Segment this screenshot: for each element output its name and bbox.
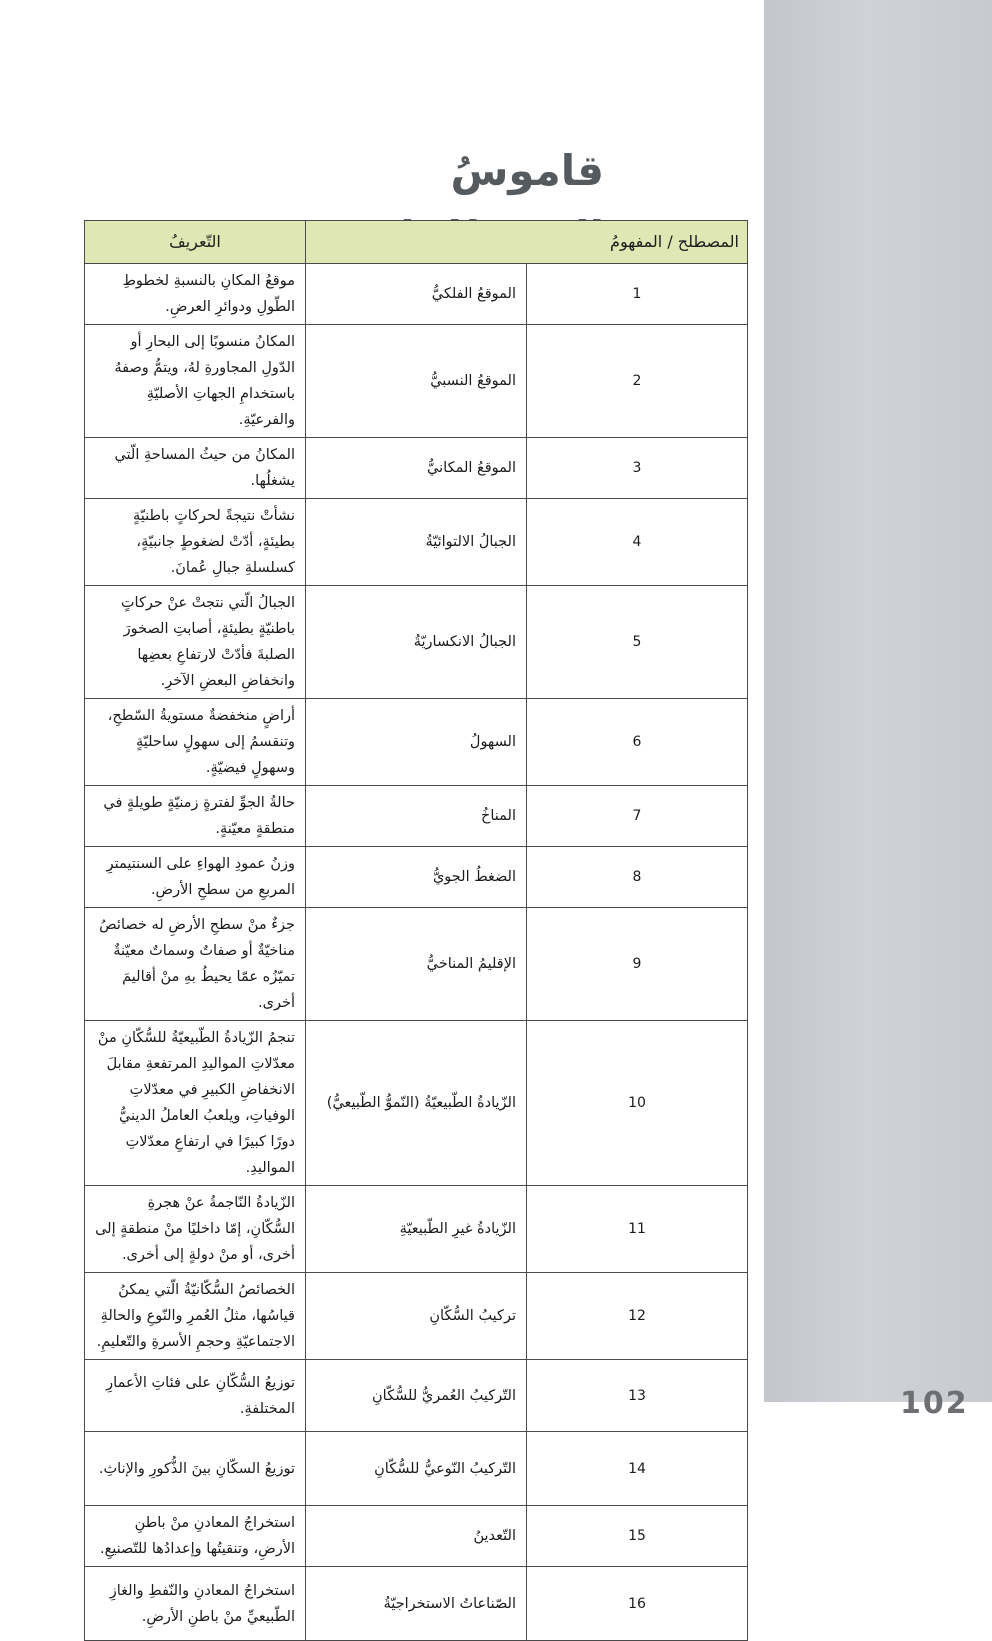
row-definition: المكانُ منسوبًا إلى البحارِ أو الدّولِ المجاورةِ لهُ، ويتمُّ وصفهُ باستخدامِ الجهاتِ الأصليّةِ والفرعيّةِ. bbox=[85, 325, 306, 438]
row-number: 9 bbox=[527, 908, 748, 1021]
row-definition: الخصائصُ السُّكّانيّةُ الّتي يمكنُ قياسُها، مثلُ العُمرِ والنّوعِ والحالةِ الاجتماعيّةِ وحجمِ الأسرةِ والتّعليمِ. bbox=[85, 1273, 306, 1360]
row-number: 16 bbox=[527, 1567, 748, 1641]
header-term: المصطلح / المفهومُ bbox=[306, 221, 748, 264]
table-row bbox=[85, 786, 748, 847]
row-definition: استخراجُ المعادنِ والنّفطِ والغازِ الطّبيعيِّ منْ باطنِ الأرضِ. bbox=[85, 1567, 306, 1641]
row-number: 2 bbox=[527, 325, 748, 438]
table-row bbox=[85, 1360, 748, 1432]
row-term: التّركيبُ النّوعيُّ للسُّكّانِ bbox=[306, 1432, 527, 1506]
row-number: 1 bbox=[527, 264, 748, 325]
table-row bbox=[85, 586, 748, 699]
row-number: 10 bbox=[527, 1021, 748, 1186]
glossary-table bbox=[84, 220, 748, 1641]
row-term: المناخُ bbox=[306, 786, 527, 847]
row-number: 8 bbox=[527, 847, 748, 908]
row-term: الزّيادةُ الطّبيعيّةُ (النّموُّ الطّبيعيُّ) bbox=[306, 1021, 527, 1186]
table-row bbox=[85, 325, 748, 438]
header-definition: التّعريفُ bbox=[85, 221, 306, 264]
row-number: 14 bbox=[527, 1432, 748, 1506]
row-number: 12 bbox=[527, 1273, 748, 1360]
row-definition: المكانُ من حيثُ المساحةِ الّتي يشغلُها. bbox=[85, 438, 306, 499]
row-number: 6 bbox=[527, 699, 748, 786]
row-term: الموقعُ المكانيُّ bbox=[306, 438, 527, 499]
row-term: الموقعُ الفلكيُّ bbox=[306, 264, 527, 325]
row-term: الموقعُ النسبيُّ bbox=[306, 325, 527, 438]
row-number: 13 bbox=[527, 1360, 748, 1432]
row-definition: أراضٍ منخفضةٌ مستويةُ السّطحِ، وتنقسمُ إلى سهولٍ ساحليّةٍ وسهولٍ فيضيّةٍ. bbox=[85, 699, 306, 786]
table-row bbox=[85, 1567, 748, 1641]
row-definition: نشأتْ نتيجةً لحركاتٍ باطنيّةٍ بطيئةٍ، أدّتْ لضغوطٍ جانبيّةٍ، كسلسلةِ جبالِ عُمانَ. bbox=[85, 499, 306, 586]
row-term: الصّناعاتُ الاستخراجيّةُ bbox=[306, 1567, 527, 1641]
row-term: الضغطُ الجويُّ bbox=[306, 847, 527, 908]
table-body bbox=[85, 264, 748, 1641]
row-definition: استخراجُ المعادنِ منْ باطنِ الأرضِ، وتنقيتُها وإعدادُها للتّصنيعِ. bbox=[85, 1506, 306, 1567]
table-row bbox=[85, 847, 748, 908]
row-definition: حالةُ الجوِّ لفترةٍ زمنيّةٍ طويلةٍ في منطقةٍ معيّنةٍ. bbox=[85, 786, 306, 847]
row-number: 7 bbox=[527, 786, 748, 847]
table-row bbox=[85, 264, 748, 325]
row-number: 3 bbox=[527, 438, 748, 499]
row-term: الجبالُ الالتوائيّةُ bbox=[306, 499, 527, 586]
table-row bbox=[85, 1273, 748, 1360]
page-title: قاموسُ bbox=[450, 146, 604, 195]
row-number: 4 bbox=[527, 499, 748, 586]
row-term: تركيبُ السُّكّانِ bbox=[306, 1273, 527, 1360]
row-definition: توزيعُ السُّكّانِ على فئاتِ الأعمارِ المختلفةِ. bbox=[85, 1360, 306, 1432]
row-term: الجبالُ الانكساريّةُ bbox=[306, 586, 527, 699]
row-definition: وزنُ عمودِ الهواءِ على السنتيمترِ المربعِ من سطحِ الأرضِ. bbox=[85, 847, 306, 908]
row-term: التّعدينُ bbox=[306, 1506, 527, 1567]
row-term: التّركيبُ العُمريُّ للسُّكّانِ bbox=[306, 1360, 527, 1432]
table-row bbox=[85, 1432, 748, 1506]
row-definition: الجبالُ الّتي نتجتْ عنْ حركاتٍ باطنيّةٍ بطيئةٍ، أصابتِ الصخورَ الصلبةَ فأدّتْ لارتفاعِ بعضِها وانخفاضِ البعضِ الآخرِ. bbox=[85, 586, 306, 699]
row-definition: تنجمُ الزّيادةُ الطّبيعيّةُ للسُّكّانِ منْ معدّلاتِ المواليدِ المرتفعةِ مقابلَ الانخفاضِ الكبيرِ في معدّلاتِ الوفياتِ، ويلعبُ العاملُ الدينيُّ دورًا كبيرًا في ارتفاعِ معدّلاتِ المواليدِ. bbox=[85, 1021, 306, 1186]
row-number: 11 bbox=[527, 1186, 748, 1273]
row-number: 5 bbox=[527, 586, 748, 699]
table-row bbox=[85, 1506, 748, 1567]
table-row bbox=[85, 438, 748, 499]
row-number: 15 bbox=[527, 1506, 748, 1567]
row-definition: توزيعُ السكّانِ بينَ الذُّكورِ والإناثِ. bbox=[85, 1432, 306, 1506]
row-term: السهولُ bbox=[306, 699, 527, 786]
row-term: الزّيادةُ غيرِ الطّبيعيّةِ bbox=[306, 1186, 527, 1273]
row-definition: موقعُ المكانِ بالنسبةِ لخطوطِ الطّولِ ودوائرِ العرضِ. bbox=[85, 264, 306, 325]
row-definition: الزّيادةُ النّاجمةُ عنْ هجرةِ السُّكّانِ، إمّا داخليًا منْ منطقةٍ إلى أخرى، أو منْ دولةٍ إلى أخرى. bbox=[85, 1186, 306, 1273]
row-term: الإقليمُ المناخيُّ bbox=[306, 908, 527, 1021]
table-row bbox=[85, 699, 748, 786]
page-number: 102 bbox=[900, 1386, 969, 1421]
table-row bbox=[85, 1021, 748, 1186]
table-header-row bbox=[85, 221, 748, 264]
table-row bbox=[85, 908, 748, 1021]
table-row bbox=[85, 499, 748, 586]
table-row bbox=[85, 1186, 748, 1273]
row-definition: جزءٌ منْ سطحِ الأرضِ له خصائصُ مناخيّةٌ أو صفاتٌ وسماتٌ معيّنةٌ تميّزُه عمّا يحيطُ بهِ منْ أقاليمَ أخرى. bbox=[85, 908, 306, 1021]
